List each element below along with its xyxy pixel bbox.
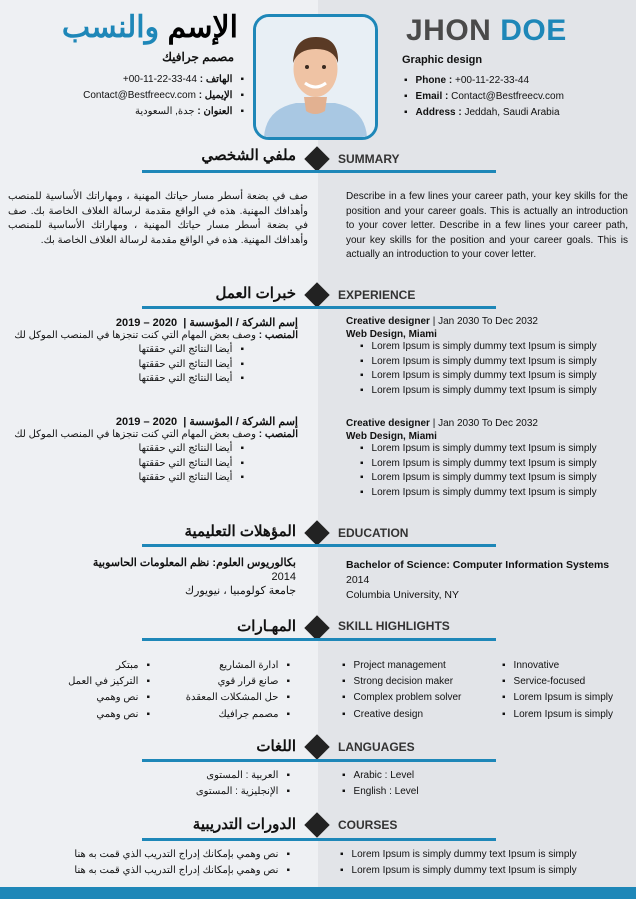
languages-list-en: [342, 768, 542, 800]
section-title-ar-summary: ملفي الشخصي: [201, 147, 296, 164]
section-title-ar-experience: خبرات العمل: [215, 285, 296, 302]
school-ar: جامعة كولومبيا ، نيويورك: [185, 585, 296, 597]
list-item: ▪ English : Level: [342, 784, 542, 800]
list-item: ▪ Lorem Ipsum is simply dummy text Ipsum is simply: [340, 847, 630, 863]
list-item: ▪ Arabic : Level: [342, 768, 542, 784]
list-item: ▪ Lorem Ipsum is simply dummy text Ipsum is simply: [360, 355, 632, 370]
list-item: ▪ أيضا النتائج التي حققتها: [6, 457, 244, 472]
degree-ar: بكالوريوس العلوم: نظم المعلومات الحاسوبية: [92, 557, 296, 569]
list-item: ▪ ادارة المشاريع: [160, 658, 290, 674]
experience-en-entry: [346, 316, 632, 398]
section-underline: [142, 838, 496, 841]
list-item: ▪ Lorem Ipsum is simply dummy text Ipsum is simply: [360, 369, 632, 384]
arabic-name: الإسم والنسب: [61, 11, 238, 44]
list-item: ▪ حل المشكلات المعقدة: [160, 690, 290, 706]
list-item: ▪ صانع قرار قوي: [160, 674, 290, 690]
list-item: ▪ أيضا النتائج التي حققتها: [6, 358, 244, 373]
footer-bar: [0, 887, 636, 899]
contact-item: ▪ العنوان : جدة, السعودية: [4, 104, 244, 120]
section-title-education: EDUCATION: [338, 526, 409, 540]
experience-ar-entry: [6, 316, 298, 387]
list-item: ▪ Lorem Ipsum is simply dummy text Ipsum is simply: [360, 486, 632, 501]
section-title-skills: SKILL HIGHLIGHTS: [338, 619, 450, 633]
courses-list-ar: [8, 847, 290, 879]
job-heading-en: Creative designer | Jan 2030 To Dec 2032: [346, 316, 538, 327]
list-item: ▪ أيضا النتائج التي حققتها: [6, 442, 244, 457]
list-item: ▪ نص وهمي: [20, 690, 150, 706]
contact-item: ▪ الإيميل : Contact@Bestfreecv.com: [4, 88, 244, 104]
experience-en-entry: [346, 418, 632, 500]
list-item: ▪ Lorem Ipsum is simply: [502, 690, 627, 706]
degree-year-ar: 2014: [271, 571, 296, 583]
english-job-title: Graphic design: [402, 54, 483, 66]
job-company-en: Web Design, Miami: [346, 329, 437, 340]
english-contact-list: [404, 73, 624, 121]
list-item: ▪ Lorem Ipsum is simply dummy text Ipsum is simply: [340, 863, 630, 879]
list-item: ▪ Creative design: [342, 707, 492, 723]
section-title-ar-courses: الدورات التدريبية: [192, 816, 296, 833]
profile-photo: [253, 14, 378, 140]
list-item: ▪ العربية : المستوى: [100, 768, 290, 784]
courses-list-en: [340, 847, 630, 879]
list-item: ▪ Project management: [342, 658, 492, 674]
list-item: ▪ أيضا النتائج التي حققتها: [6, 471, 244, 486]
education-en: [346, 558, 632, 603]
arabic-job-title: مصمم جرافيك: [162, 50, 234, 64]
school-en: Columbia University, NY: [346, 589, 460, 601]
skills-list-en: [342, 658, 627, 723]
list-item: ▪ Lorem Ipsum is simply dummy text Ipsum is simply: [360, 442, 632, 457]
list-item: ▪ أيضا النتائج التي حققتها: [6, 343, 244, 358]
job-heading-en: Creative designer | Jan 2030 To Dec 2032: [346, 418, 538, 429]
job-results-en: [360, 340, 632, 398]
list-item: ▪ Strong decision maker: [342, 674, 492, 690]
summary-text-en: Describe in a few lines your career path, your key skills for the position and your career goals. This is actually an introduction to your cover letter. Describe in a few lines your career path, your key skills for the position and your career goals. This is actually an introduction to your cover letter.: [346, 191, 628, 261]
list-item: ▪ مصمم جرافيك: [160, 707, 290, 723]
contact-item: ▪ Address : Jeddah, Saudi Arabia: [404, 105, 624, 121]
section-underline: [142, 638, 496, 641]
list-item: ▪ التركيز في العمل: [20, 674, 150, 690]
summary-text-ar: صف في بضعة أسطر مسار حياتك المهنية ، ومهاراتك الأساسية للمنصب وأهدافك المهنية. هذه في الواقع مقدمة لرسالة الغلاف الخاصة بك. صف في بضعة أسطر مسار حياتك المهنية ، ومهاراتك الأساسية للمنصب وأهدافك المهنية. هذه في الواقع مقدمة لرسالة الغلاف الخاصة بك.: [8, 191, 308, 246]
list-item: ▪ نص وهمي بإمكانك إدراج التدريب الذي قمت به هنا: [8, 863, 290, 879]
contact-item: ▪ Phone : +00-11-22-33-44: [404, 73, 624, 89]
degree-year-en: 2014: [346, 574, 370, 586]
list-item: ▪ Innovative: [502, 658, 627, 674]
list-item: ▪ مبتكر: [20, 658, 150, 674]
section-title-ar-languages: اللغات: [256, 738, 296, 755]
contact-item: ▪ Email : Contact@Bestfreecv.com: [404, 89, 624, 105]
list-item: ▪ Lorem Ipsum is simply: [502, 707, 627, 723]
degree-en: Bachelor of Science: Computer Information Systems: [346, 559, 610, 571]
list-item: ▪ Complex problem solver: [342, 690, 492, 706]
arabic-contact-list: [4, 72, 244, 120]
job-heading-ar: إسم الشركة / المؤسسة | 2020 – 2019: [115, 317, 298, 329]
job-heading-ar: إسم الشركة / المؤسسة | 2020 – 2019: [115, 416, 298, 428]
section-underline: [142, 306, 496, 309]
section-title-ar-skills: المهـارات: [237, 618, 296, 635]
person-portrait-icon: [256, 17, 375, 137]
job-description-ar: المنصب : وصف بعض المهام التي كنت تنجزها في المنصب الموكل لك: [14, 330, 298, 341]
list-item: ▪ Lorem Ipsum is simply dummy text Ipsum is simply: [360, 340, 632, 355]
section-underline: [142, 544, 496, 547]
section-title-languages: LANGUAGES: [338, 740, 415, 754]
languages-list-ar: [100, 768, 290, 800]
list-item: ▪ نص وهمي: [20, 707, 150, 723]
job-results-ar: [6, 343, 244, 387]
job-description-ar: المنصب : وصف بعض المهام التي كنت تنجزها في المنصب الموكل لك: [14, 429, 298, 440]
job-company-en: Web Design, Miami: [346, 431, 437, 442]
experience-ar-entry: [6, 415, 298, 486]
education-ar: [8, 556, 296, 598]
list-item: ▪ الإنجليزية : المستوى: [100, 784, 290, 800]
section-title-summary: SUMMARY: [338, 152, 400, 166]
section-title-courses: COURSES: [338, 818, 398, 832]
list-item: ▪ Lorem Ipsum is simply dummy text Ipsum is simply: [360, 457, 632, 472]
english-name: JHON DOE: [406, 14, 567, 47]
skills-list-ar: [20, 658, 290, 723]
list-item: ▪ Lorem Ipsum is simply dummy text Ipsum is simply: [360, 384, 632, 399]
job-results-ar: [6, 442, 244, 486]
contact-item: ▪ الهاتف : +00-11-22-33-44: [4, 72, 244, 88]
job-results-en: [360, 442, 632, 500]
list-item: ▪ Service-focused: [502, 674, 627, 690]
list-item: ▪ أيضا النتائج التي حققتها: [6, 372, 244, 387]
list-item: ▪ Lorem Ipsum is simply dummy text Ipsum is simply: [360, 471, 632, 486]
section-underline: [142, 759, 496, 762]
list-item: ▪ نص وهمي بإمكانك إدراج التدريب الذي قمت به هنا: [8, 847, 290, 863]
section-title-ar-education: المؤهلات التعليمية: [184, 523, 296, 540]
section-underline: [142, 170, 496, 173]
section-title-experience: EXPERIENCE: [338, 288, 416, 302]
